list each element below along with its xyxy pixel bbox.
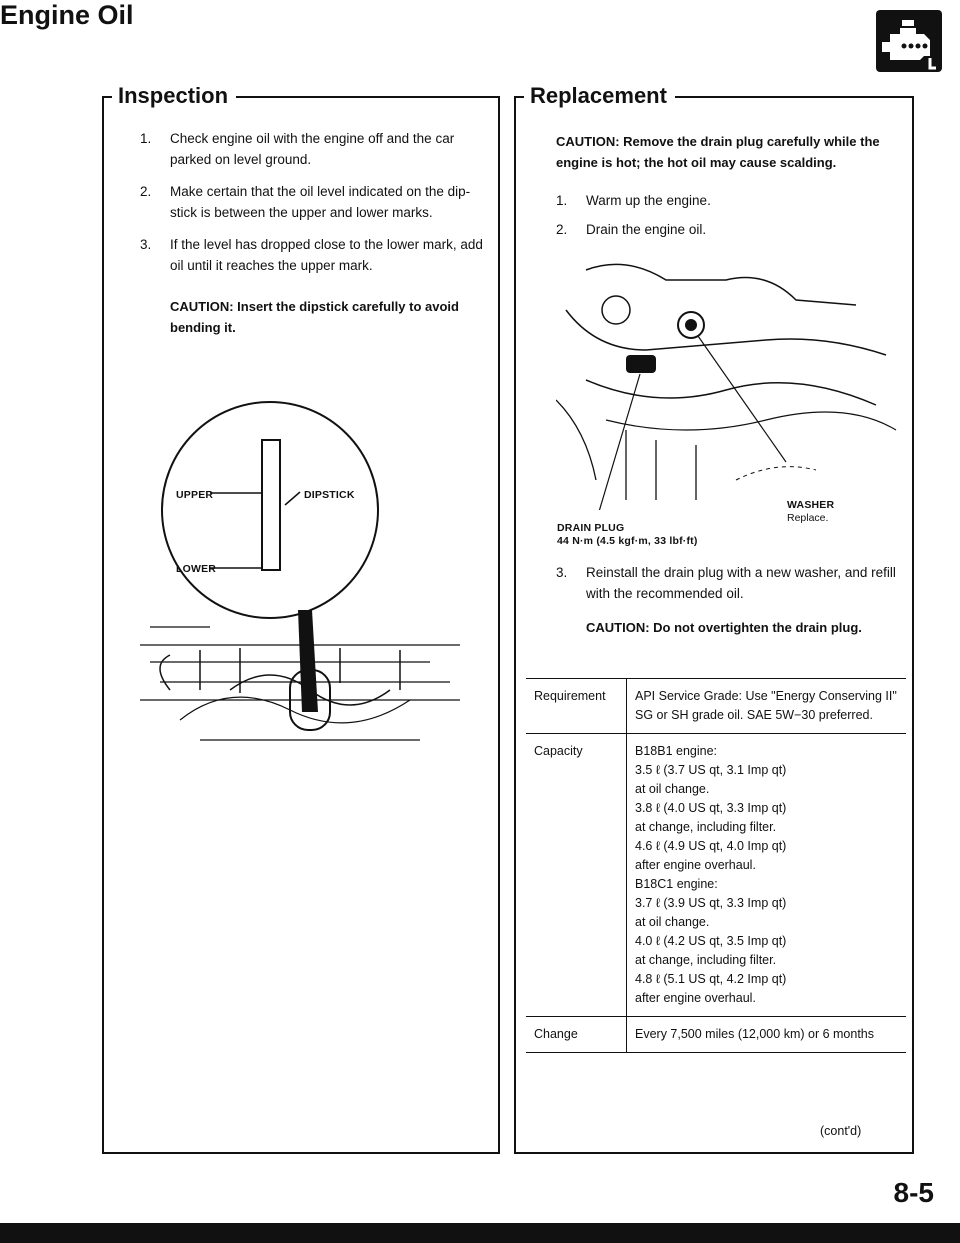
list-item: 1. Warm up the engine.: [556, 193, 711, 208]
list-item: 3. Reinstall the drain plug with a new washer, and refill with the recommended oil.: [556, 565, 896, 601]
oil-spec-table: [526, 678, 906, 1053]
lower-label: LOWER: [176, 563, 217, 575]
requirement-value: API Service Grade: Use "Energy Conserving II" SG or SH grade oil. SAE 5W−30 preferred.: [627, 679, 907, 734]
page-title: Engine Oil: [0, 0, 134, 30]
requirement-label: Requirement: [526, 679, 627, 734]
list-item: 1. Check engine oil with the engine off and the car parked on level ground.: [140, 131, 455, 167]
continued-note: (cont'd): [820, 1124, 862, 1138]
inspection-steps: [140, 128, 485, 287]
list-item: 2. Drain the engine oil.: [556, 222, 707, 237]
washer-label: WASHER: [787, 499, 835, 511]
list-item: 3. If the level has dropped close to the lower mark, add oil until it reaches the upper mark.: [140, 237, 483, 273]
replacement-heading: Replacement: [524, 83, 675, 109]
torque-spec: 44 N·m (4.5 kgf·m, 33 lbf·ft): [557, 535, 698, 547]
table-row: [526, 734, 906, 1017]
engine-section-icon: [876, 10, 942, 72]
inspection-heading: Inspection: [112, 83, 236, 109]
replacement-caution-1: CAUTION: Remove the drain plug carefully while the engine is hot; the hot oil may cause scalding.: [556, 134, 880, 170]
washer-note: Replace.: [787, 512, 829, 524]
replacement-steps: [556, 190, 896, 251]
dipstick-illustration: [140, 400, 485, 750]
table-row: [526, 679, 906, 734]
change-value: Every 7,500 miles (12,000 km) or 6 months: [627, 1017, 907, 1053]
page-number: 8-5: [893, 1177, 934, 1208]
replacement-step-3: [556, 562, 906, 615]
table-row: [526, 1017, 906, 1053]
replacement-caution-2: CAUTION: Do not overtighten the drain plug.: [586, 620, 862, 635]
footer-bar: [0, 1223, 960, 1243]
drain-plug-label: DRAIN PLUG: [557, 522, 625, 534]
drain-plug-illustration: [556, 250, 906, 510]
inspection-caution: CAUTION: Insert the dipstick carefully to avoid bending it.: [170, 299, 459, 335]
capacity-value: B18B1 engine: 3.5 ℓ (3.7 US qt, 3.1 Imp qt) at oil change. 3.8 ℓ (4.0 US qt, 3.3 Imp qt) at change, including filter. 4.6 ℓ (4.9 US qt, 4.0 Imp qt) after engine overhaul. B18C1 engine: 3.7 ℓ (3.9 US qt, 3.3 Imp qt) at oil change. 4.0 ℓ (4.2 US qt, 3.5 Imp qt) at change, including filter. 4.8 ℓ (5.1 US qt, 4.2 Imp qt) after engine overhaul.: [627, 734, 907, 1017]
dipstick-label: DIPSTICK: [304, 489, 355, 501]
change-label: Change: [526, 1017, 627, 1053]
list-item: 2. Make certain that the oil level indicated on the dip-stick is between the upper and lower marks.: [140, 184, 471, 220]
capacity-label: Capacity: [526, 734, 627, 1017]
upper-label: UPPER: [176, 489, 214, 501]
